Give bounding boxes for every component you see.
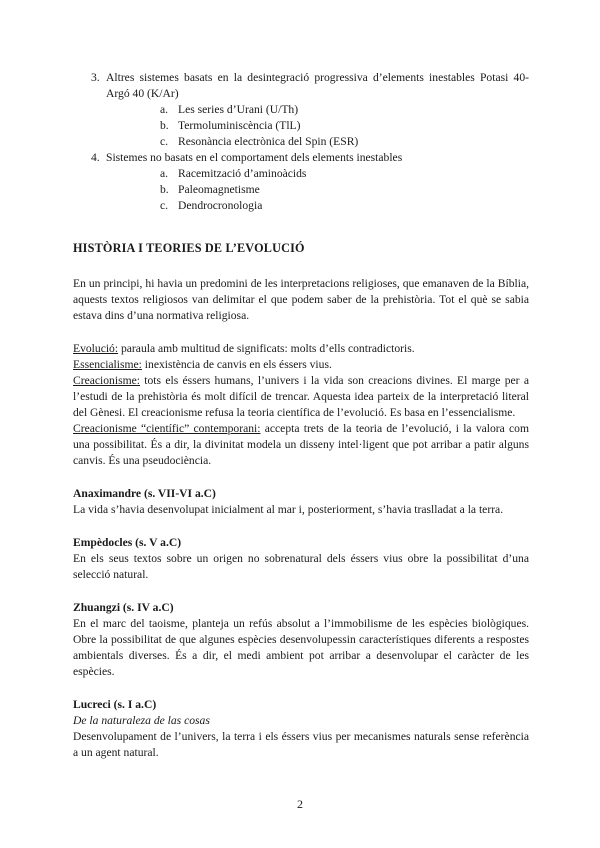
sub-list xyxy=(106,166,529,214)
author-title: Empèdocles (s. V a.C) xyxy=(73,536,182,549)
list-item-text: Sistemes no basats en el comportament dels elements inestables xyxy=(106,151,403,164)
sub-list xyxy=(106,102,529,150)
definition xyxy=(73,341,529,357)
sub-list-item xyxy=(106,118,529,134)
definition-term: Creacionisme “científic” contemporani: xyxy=(73,422,261,435)
author-section xyxy=(73,486,529,518)
author-text: En els seus textos sobre un origen no sobrenatural dels éssers vius obre la possibilitat d’una selecció natural. xyxy=(73,552,529,581)
definition-text: accepta trets de la teoria de l’evolució, i la valora com una possibilitat. És a dir, la divinitat modela un disseny intel·ligent que pot arribar a patir alguns canvis. És una pseudociència. xyxy=(73,422,529,467)
sub-list-item xyxy=(106,182,529,198)
sub-list-letter: a. xyxy=(160,103,169,116)
sub-list-letter: a. xyxy=(160,167,169,180)
list-item-text: Altres sistemes basats en la desintegració progressiva d’elements inestables Potasi 40-Argó 40 (K/Ar) xyxy=(106,71,529,100)
author-title: Anaximandre (s. VII-VI a.C) xyxy=(73,487,216,500)
intro-paragraph: En un principi, hi havia un predomini de les interpretacions religioses, que emanaven de la Bíblia, aquests textos religiosos van delimitar el que podem saber de la prehistòria. Tot el què se sabia estava dins d’una normativa religiosa. xyxy=(73,277,529,322)
dating-methods-list xyxy=(73,70,529,214)
author-section xyxy=(73,697,529,761)
list-number: 3. xyxy=(91,71,100,84)
definition xyxy=(73,373,529,421)
sub-list-item-text: Racemització d’aminoàcids xyxy=(178,167,307,180)
list-number: 4. xyxy=(91,151,100,164)
author-section xyxy=(73,600,529,680)
author-section xyxy=(73,535,529,583)
sub-list-item xyxy=(106,166,529,182)
sub-list-item-text: Resonància electrònica del Spin (ESR) xyxy=(178,135,359,148)
author-text: La vida s’havia desenvolupat inicialment al mar i, posteriorment, s’havia traslladat a la terra. xyxy=(73,503,504,516)
definition-text: tots els éssers humans, l’univers i la vida son creacions divines. El marge per a l’estudi de la prehistòria és molt difícil de trencar. Aquesta idea parteix de la interpretació literal del Gènesi. El creacionisme refusa la teoria científica de l’evolució. Es basa en l’essencialisme. xyxy=(73,374,529,419)
definition-text: paraula amb multitud de significats: molts d’ells contradictoris. xyxy=(118,342,415,355)
definition-term: Evolució: xyxy=(73,342,119,355)
section-heading: HISTÒRIA I TEORIES DE L’EVOLUCIÓ xyxy=(73,241,305,255)
list-item xyxy=(73,70,529,150)
work-title: De la naturaleza de las cosas xyxy=(73,714,210,727)
author-text: Desenvolupament de l’univers, la terra i els éssers vius per mecanismes naturals sense referència a un agent natural. xyxy=(73,730,529,759)
document-page xyxy=(73,70,529,761)
sub-list-item-text: Paleomagnetisme xyxy=(178,183,260,196)
sub-list-letter: c. xyxy=(160,199,169,212)
author-title: Lucreci (s. I a.C) xyxy=(73,698,157,711)
definition-term: Creacionisme: xyxy=(73,374,140,387)
sub-list-letter: c. xyxy=(160,135,169,148)
sub-list-letter: b. xyxy=(160,183,169,196)
sub-list-item-text: Termoluminiscència (TlL) xyxy=(178,119,301,132)
sub-list-letter: b. xyxy=(160,119,169,132)
author-title: Zhuangzi (s. IV a.C) xyxy=(73,601,174,614)
definitions-block xyxy=(73,341,529,469)
sub-list-item xyxy=(106,198,529,214)
list-item xyxy=(73,150,529,214)
sub-list-item xyxy=(106,102,529,118)
page-number: 2 xyxy=(297,797,303,811)
definition-term: Essencialisme: xyxy=(73,358,142,371)
sub-list-item-text: Les series d’Urani (U/Th) xyxy=(178,103,299,116)
sub-list-item xyxy=(106,134,529,150)
definition xyxy=(73,357,529,373)
sub-list-item-text: Dendrocronologia xyxy=(178,199,263,212)
definition-text: inexistència de canvis en els éssers vius. xyxy=(141,358,332,371)
definition xyxy=(73,421,529,469)
author-text: En el marc del taoisme, planteja un refús absolut a l’immobilisme de les espècies biològiques. Obre la possibilitat de que algunes espècies desenvolupessin característiques diferents a respostes ambientals diverses. És a dir, el medi ambient pot arribar a desenvolupar el caràcter de les espècies. xyxy=(73,617,529,678)
